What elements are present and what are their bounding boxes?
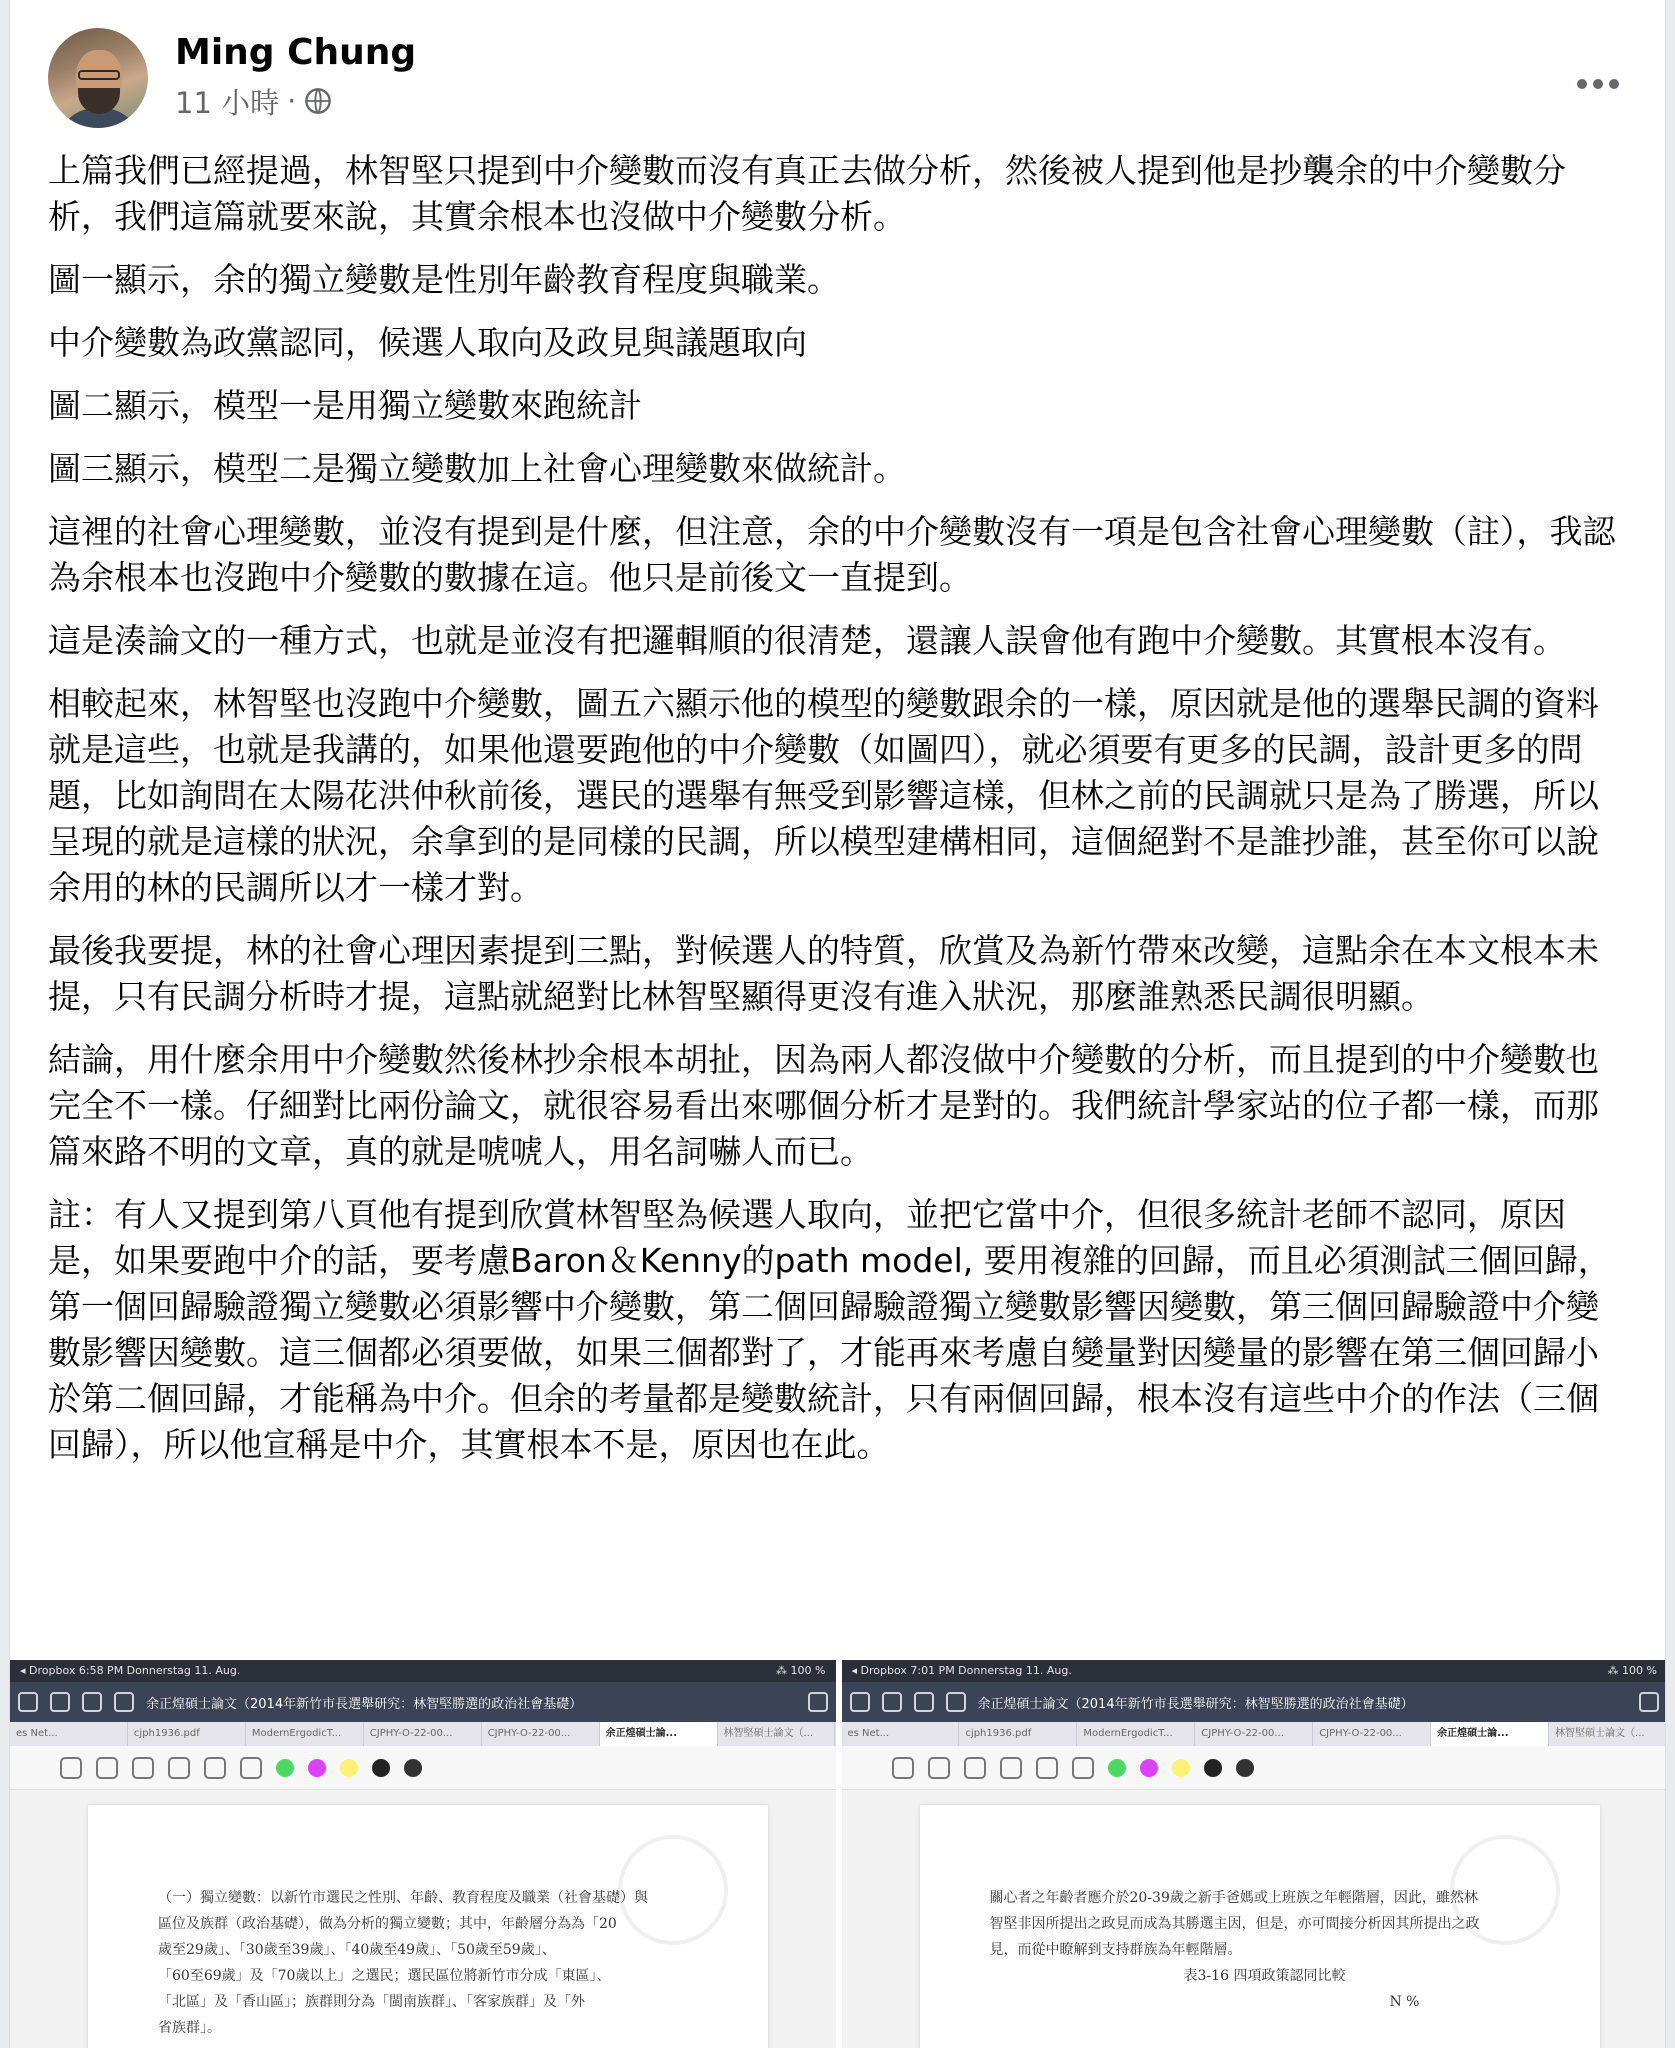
bookmark-icon — [946, 1692, 966, 1712]
status-left: ◂ Dropbox 6:58 PM Donnerstag 11. Aug. — [20, 1664, 241, 1677]
watermark-seal — [1450, 1835, 1560, 1945]
page-line: 「60至69歲」及「70歲以上」之選民；選民區位將新竹市分成「東區」、 — [158, 1968, 611, 1984]
pdf-tab: ModernErgodicT... — [246, 1722, 364, 1746]
status-right: ⁂ 100 % — [1607, 1664, 1657, 1677]
pdf-tab: 林智堅碩士論文（... — [718, 1722, 836, 1746]
lasso-icon — [1036, 1757, 1058, 1779]
page-line: 歲至29歲」、「30歲至39歲」、「40歲至49歲」、「50歲至59歲」、 — [158, 1942, 556, 1958]
status-bar — [842, 1660, 1667, 1682]
page-line: 表3-16 四項政策認同比較 — [1183, 1968, 1346, 1984]
attached-screenshot-1[interactable] — [10, 1660, 836, 2048]
close-icon — [1639, 1692, 1659, 1712]
page-line: 區位及族群（政治基礎），做為分析的獨立變數；其中，年齡層分為為「20 — [158, 1916, 617, 1932]
color-yellow — [340, 1759, 358, 1777]
color-dark — [1236, 1759, 1254, 1777]
page-line: 省族群」。 — [158, 2020, 221, 2036]
pen-icon — [928, 1757, 950, 1779]
page-line: 關心者之年齡者應介於20-39歲之新手爸媽或上班族之年輕階層，因此，雖然林 — [989, 1890, 1478, 1906]
page-line: N % — [1389, 1994, 1420, 2010]
pdf-tab: CJPHY-O-22-00... — [364, 1722, 482, 1746]
more-dot-icon — [1593, 79, 1603, 89]
post-meta — [175, 84, 332, 118]
post-paragraph: 這是湊論文的一種方式，也就是並沒有把邏輯順的很清楚，還讓人誤會他有跑中介變數。其實根本沒有。 — [48, 621, 1566, 660]
post-body — [48, 148, 1628, 1485]
post-card — [9, 0, 1666, 2048]
status-bar — [10, 1660, 836, 1682]
post-paragraph: 結論，用什麼余用中介變數然後林抄余根本胡扯，因為兩人都沒做中介變數的分析，而且提到的中介變數也完全不一樣。仔細對比兩份論文，就很容易看出來哪個分析才是對的。我們統計學家站的位子都一樣，而那篇來路不明的文章，真的就是唬唬人，用名詞嚇人而已。 — [48, 1040, 1599, 1171]
pdf-toolbar — [10, 1682, 836, 1722]
post-paragraph: 中介變數為政黨認同，候選人取向及政見與議題取向 — [48, 323, 807, 362]
back-icon — [18, 1692, 38, 1712]
back-icon — [850, 1692, 870, 1712]
pdf-page — [88, 1805, 768, 2048]
color-dark — [404, 1759, 422, 1777]
pdf-tab: es Net... — [842, 1722, 960, 1746]
highlighter-icon — [1000, 1757, 1022, 1779]
annotation-tools — [842, 1746, 1667, 1790]
highlighter-icon — [168, 1757, 190, 1779]
tool-icon — [60, 1757, 82, 1779]
color-black — [1204, 1759, 1222, 1777]
doc-title: 余正煌碩士論文（2014年新竹市長選舉研究：林智堅勝選的政治社會基礎） — [146, 1696, 583, 1712]
attached-screenshot-2[interactable] — [842, 1660, 1667, 2048]
watermark-seal — [618, 1835, 728, 1945]
page-line: 智堅非因所提出之政見而成為其勝選主因，但是，亦可間接分析因其所提出之政 — [989, 1916, 1480, 1932]
post-paragraph: 註：有人又提到第八頁他有提到欣賞林智堅為候選人取向，並把它當中介，但很多統計老師不認同，原因是，如果要跑中介的話，要考慮Baron＆Kenny的path model, 要用複雜的回歸，而且必須測試三個回歸，第一個回歸驗證獨立變數必須影響中介變數，第二個回歸驗證獨立變數影響因變數，第三個回歸驗證中介變數影響因變數。這三個都必須要做，如果三個都對了，才能再來考慮自變量對因變量的影響在第三個回歸小於第二個回歸，才能稱為中介。但余的考量都是變數統計，只有兩個回歸，根本沒有這些中介的作法（三個回歸），所以他宣稱是中介，其實根本不是，原因也在此。 — [48, 1195, 1611, 1464]
pdf-tabs — [10, 1722, 836, 1746]
eraser-icon — [964, 1757, 986, 1779]
pdf-tab: CJPHY-O-22-00... — [1313, 1722, 1431, 1746]
author-name[interactable]: Ming Chung — [175, 32, 417, 73]
pdf-page — [920, 1805, 1600, 2048]
page-line: （一）獨立變數：以新竹市選民之性別、年齡、教育程度及職業（社會基礎）與 — [158, 1890, 648, 1906]
pdf-tab: cjph1936.pdf — [128, 1722, 246, 1746]
color-black — [372, 1759, 390, 1777]
more-options-button[interactable] — [1568, 64, 1628, 104]
pdf-tab: cjph1936.pdf — [959, 1722, 1077, 1746]
lasso-icon — [204, 1757, 226, 1779]
post-paragraph: 上篇我們已經提過，林智堅只提到中介變數而沒有真正去做分析，然後被人提到他是抄襲余的中介變數分析，我們這篇就要來說，其實余根本也沒做中介變數分析。 — [48, 151, 1566, 236]
post-paragraph: 最後我要提，林的社會心理因素提到三點，對候選人的特質，欣賞及為新竹帶來改變，這點余在本文根本未提，只有民調分析時才提，這點就絕對比林智堅顯得更沒有進入狀況，那麼誰熟悉民調很明顯。 — [48, 931, 1599, 1016]
pen-icon — [96, 1757, 118, 1779]
post-time[interactable]: 11 小時 — [175, 85, 280, 120]
globe-icon[interactable] — [304, 87, 332, 115]
post-paragraph: 相較起來，林智堅也沒跑中介變數，圖五六顯示他的模型的變數跟余的一樣，原因就是他的選舉民調的資料就是這些，也就是我講的，如果他還要跑他的中介變數（如圖四），就必須要有更多的民調，設計更多的問題，比如詢問在太陽花洪仲秋前後，選民的選舉有無受到影響這樣，但林之前的民調就只是為了勝選，所以呈現的就是這樣的狀況，余拿到的是同樣的民調，所以模型建構相同，這個絕對不是誰抄誰，甚至你可以說余用的林的民調所以才一樣才對。 — [48, 684, 1599, 907]
post-header — [48, 28, 1628, 128]
page-line: 「北區」及「香山區」；族群則分為「閩南族群」、「客家族群」及「外 — [158, 1994, 585, 2010]
attached-images — [10, 1660, 1666, 2048]
color-magenta — [308, 1759, 326, 1777]
color-green — [276, 1759, 294, 1777]
pdf-tab-active: 余正煌碩士論... — [1431, 1722, 1549, 1746]
search-icon — [914, 1692, 934, 1712]
doc-title: 余正煌碩士論文（2014年新竹市長選舉研究：林智堅勝選的政治社會基礎） — [977, 1696, 1414, 1712]
status-right: ⁂ 100 % — [776, 1664, 826, 1677]
post-paragraph: 圖一顯示，余的獨立變數是性別年齡教育程度與職業。 — [48, 260, 840, 299]
annotation-tools — [10, 1746, 836, 1790]
more-dot-icon — [1609, 79, 1619, 89]
post-paragraph: 這裡的社會心理變數，並沒有提到是什麼，但注意，余的中介變數沒有一項是包含社會心理變數（註），我認為余根本也沒跑中介變數的數據在這。他只是前後文一直提到。 — [48, 512, 1616, 597]
more-dot-icon — [1577, 79, 1587, 89]
bookmark-icon — [114, 1692, 134, 1712]
shape-icon — [240, 1757, 262, 1779]
shape-icon — [1072, 1757, 1094, 1779]
tool-icon — [892, 1757, 914, 1779]
post-paragraph: 圖二顯示，模型一是用獨立變數來跑統計 — [48, 386, 642, 425]
color-green — [1108, 1759, 1126, 1777]
pdf-toolbar — [842, 1682, 1667, 1722]
post-paragraph: 圖三顯示，模型二是獨立變數加上社會心理變數來做統計。 — [48, 449, 906, 488]
page-line: 見，而從中瞭解到支持群族為年輕階層。 — [989, 1942, 1242, 1958]
pdf-tab: ModernErgodicT... — [1077, 1722, 1195, 1746]
grid-icon — [50, 1692, 70, 1712]
search-icon — [82, 1692, 102, 1712]
grid-icon — [882, 1692, 902, 1712]
pdf-tabs — [842, 1722, 1667, 1746]
eraser-icon — [132, 1757, 154, 1779]
pdf-tab: 林智堅碩士論文（... — [1549, 1722, 1666, 1746]
pdf-tab: CJPHY-O-22-00... — [1195, 1722, 1313, 1746]
avatar[interactable] — [48, 28, 148, 128]
close-icon — [808, 1692, 828, 1712]
meta-separator: · — [287, 84, 297, 118]
avatar-glasses — [78, 70, 120, 80]
color-magenta — [1140, 1759, 1158, 1777]
color-yellow — [1172, 1759, 1190, 1777]
status-left: ◂ Dropbox 7:01 PM Donnerstag 11. Aug. — [851, 1664, 1072, 1677]
pdf-tab-active: 余正煌碩士論... — [600, 1722, 718, 1746]
pdf-tab: es Net... — [10, 1722, 128, 1746]
pdf-tab: CJPHY-O-22-00... — [482, 1722, 600, 1746]
